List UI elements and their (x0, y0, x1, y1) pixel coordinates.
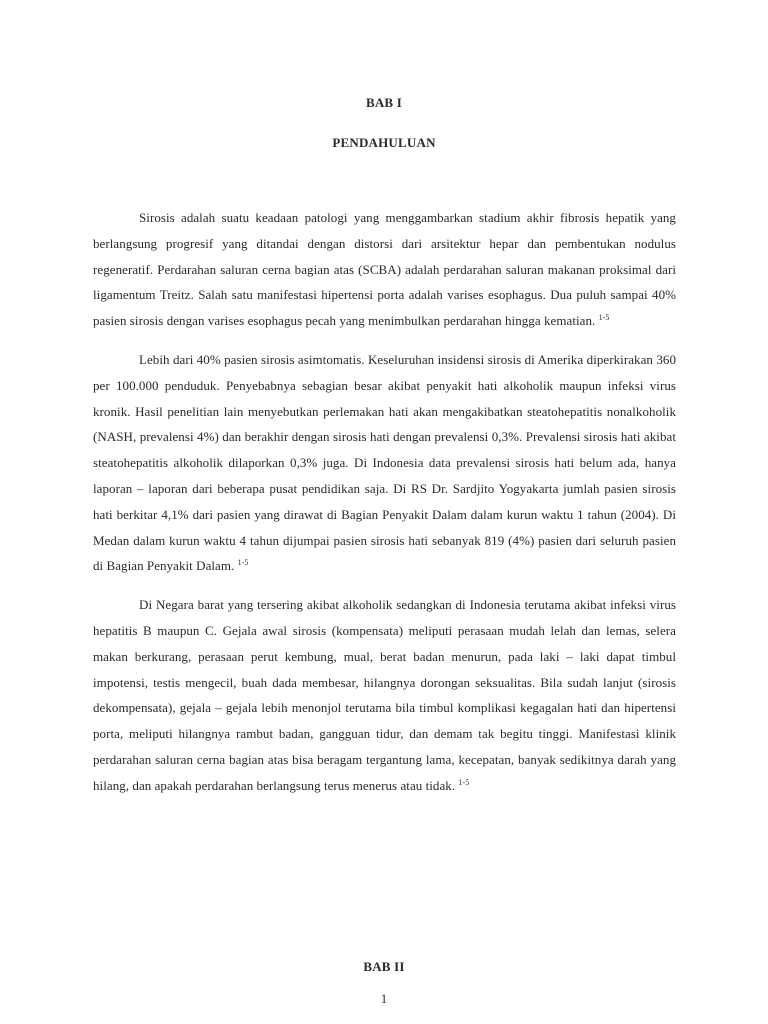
paragraph-3-citation: 1-5 (458, 777, 470, 787)
paragraph-2-citation: 1-5 (237, 558, 249, 568)
page-number: 1 (380, 991, 388, 1006)
paragraph-2 (93, 347, 676, 579)
paragraph-3-text: Di Negara barat yang tersering akibat alkoholik sedangkan di Indonesia terutama akibat infeksi virus hepatitis B maupun C. Gejala awal sirosis (kompensata) meliputi perasaan mudah lelah dan lemas, selera makan berkurang, perasaan perut kembung, mual, berat badan menurun, pada laki – laki dapat timbul impotensi, testis mengecil, buah dada membesar, hilangnya dorongan seksualitas. Bila sudah lanjut (sirosis dekompensata), gejala – gejala lebih menonjol terutama bila timbul komplikasi kegagalan hati dan hipertensi porta, meliputi hilangnya rambut badan, gangguan tidur, dan demam tak begitu tinggi. Manifestasi klinik perdarahan saluran cerna bagian atas bisa beragam tergantung lama, kecepatan, banyak sedikitnya darah yang hilang, dan apakah perdarahan berlangsung terus menerus atau tidak. (93, 597, 676, 793)
chapter-title: PENDAHULUAN (332, 135, 436, 150)
paragraph-3 (93, 592, 676, 798)
paragraph-2-text: Lebih dari 40% pasien sirosis asimtomatis. Keseluruhan insidensi sirosis di Amerika diperkirakan 360 per 100.000 penduduk. Penyebabnya sebagian besar akibat penyakit hati alkoholik maupun infeksi virus kronik. Hasil penelitian lain menyebutkan perlemakan hati akan mengakibatkan steatohepatitis nonalkoholik (NASH, prevalensi 4%) dan berakhir dengan sirosis hati dengan prevalensi 0,3%. Prevalensi sirosis hati akibat steatohepatitis alkoholik dilaporkan 0,3% juga. Di Indonesia data prevalensi sirosis hati belum ada, hanya laporan – laporan dari beberapa pusat pendidikan saja. Di RS Dr. Sardjito Yogyakarta jumlah pasien sirosis hati berkitar 4,1% dari pasien yang dirawat di Bagian Penyakit Dalam dalam kurun waktu 1 tahun (2004). Di Medan dalam kurun waktu 4 tahun dijumpai pasien sirosis hati sebanyak 819 (4%) pasien dari seluruh pasien di Bagian Penyakit Dalam. (93, 351, 676, 574)
paragraph-1-citation: 1-5 (598, 313, 610, 323)
paragraph-1-text: Sirosis adalah suatu keadaan patologi yang menggambarkan stadium akhir fibrosis hepatik yang berlangsung progresif yang ditandai dengan distorsi dari arsitektur hepar dan pembentukan nodulus regeneratif. Perdarahan saluran cerna bagian atas (SCBA) adalah perdarahan saluran makanan proksimal dari ligamentum Treitz. Salah satu manifestasi hipertensi porta adalah varises esophagus. Dua puluh sampai 40% pasien sirosis dengan varises esophagus pecah yang menimbulkan perdarahan hingga kematian. (93, 210, 676, 329)
body-text (93, 205, 676, 812)
next-chapter-label: BAB II (363, 959, 405, 974)
paragraph-1 (93, 205, 676, 334)
chapter-label: BAB I (365, 95, 403, 110)
